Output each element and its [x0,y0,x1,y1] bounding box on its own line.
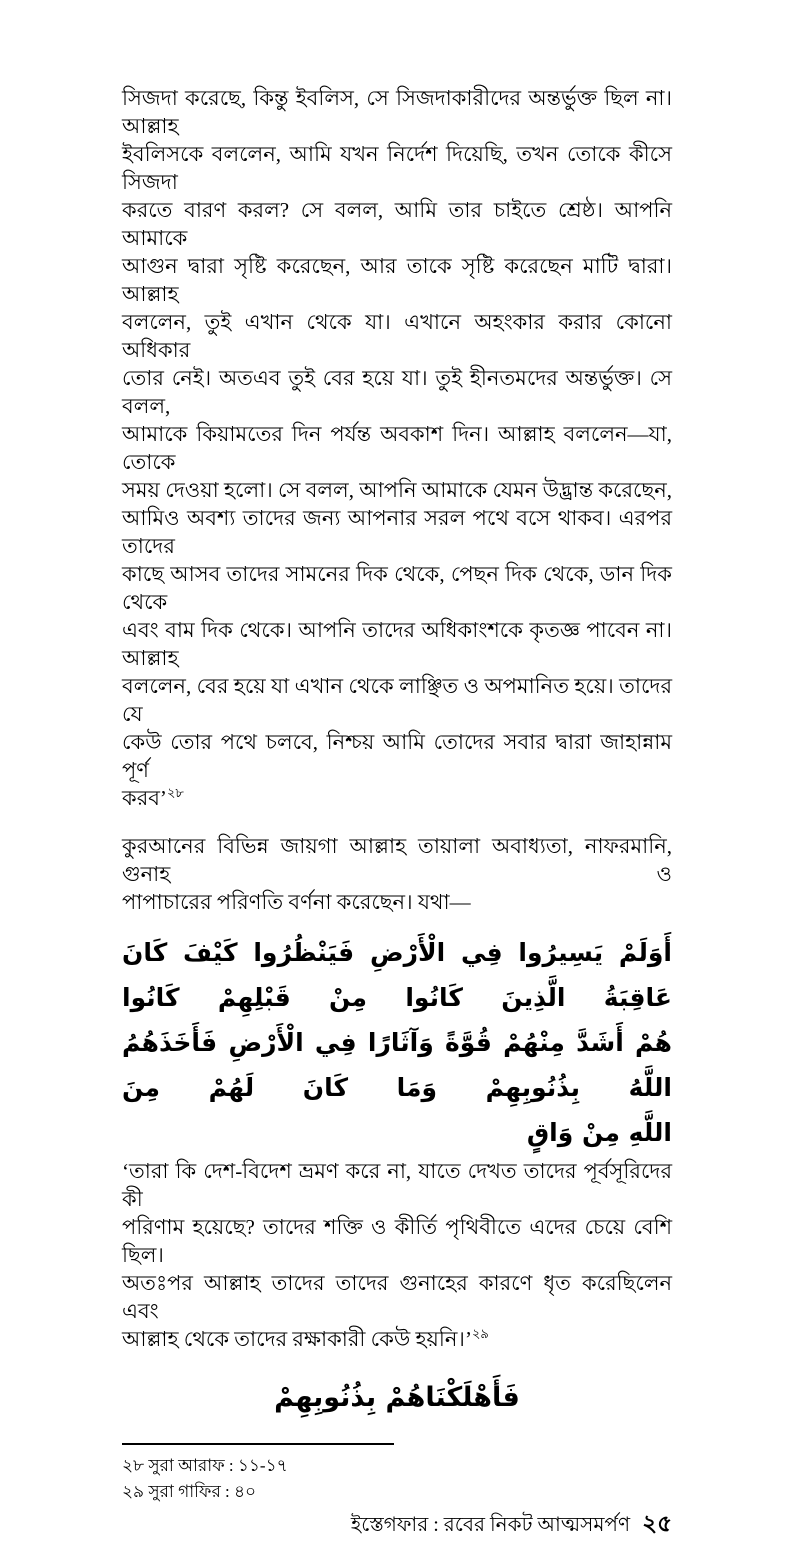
footnote-2: ২৯ সুরা গাফির : ৪০ [122,1482,257,1501]
arabic-verse-block [122,930,672,1155]
arabic-verse-lines [122,930,672,1110]
text-line: هُمْ أَشَدَّ مِنْهُمْ قُوَّةً وَآثَارًا فِي الْأَرْضِ فَأَخَذَهُمُ اللَّهُ بِذُنُوبِهِمْ وَمَا كَانَ لَهُمْ مِنَ [122,1028,672,1102]
intro-paragraph-last-line: পাপাচারের পরিণতি বর্ণনা করেছেন। যথা— [122,890,471,914]
text-line: ‘তারা কি দেশ-বিদেশ ভ্রমণ করে না, যাতে দেখত তাদের পূর্বসূরিদের কী [122,1159,672,1211]
text-line: আমাকে কিয়ামতের দিন পর্যন্ত অবকাশ দিন। আল্লাহ বললেন—যা, তোকে [122,422,672,474]
text-line: অতঃপর আল্লাহ তাদের তাদের গুনাহের কারণে ধৃত করেছিলেন এবং [122,1271,672,1323]
translation-lines [122,1157,672,1325]
text-line: আমিও অবশ্য তাদের জন্য আপনার সরল পথে বসে থাকব। এরপর তাদের [122,506,672,558]
paragraph-1-last-line-text: করব’ [122,786,167,810]
footnote-ref-28: ২৮ [166,785,184,800]
footnote-divider [122,1443,394,1445]
text-line: আগুন দ্বারা সৃষ্টি করেছেন, আর তাকে সৃষ্টি করেছেন মাটি দ্বারা। আল্লাহ [122,254,672,306]
footnotes [122,1453,672,1505]
translation-block [122,1157,672,1353]
text-line: ইবলিসকে বললেন, আমি যখন নির্দেশ দিয়েছি, তখন তোকে কীসে সিজদা [122,142,672,194]
paragraph-1 [122,84,672,812]
arabic-verse-last-line: اللَّهِ مِنْ وَاقٍ [526,1118,672,1147]
translation-last-line-text: আল্লাহ থেকে তাদের রক্ষাকারী কেউ হয়নি।’ [122,1327,472,1351]
footer-title: ইস্তেগফার : রবের নিকট আত্মসমর্পণ [350,1514,631,1536]
text-line: কেউ তোর পথে চলবে, নিশ্চয় আমি তোদের সবার দ্বারা জাহান্নাম পূর্ণ [122,730,672,782]
arabic-quote-line: فَأَهْلَكْنَاهُمْ بِذُنُوبِهِمْ [274,1382,520,1413]
text-line: বললেন, তুই এখান থেকে যা। এখানে অহংকার করার কোনো অধিকার [122,310,672,362]
text-line: করতে বারণ করল? সে বলল, আমি তার চাইতে শ্রেষ্ঠ। আপনি আমাকে [122,198,672,250]
text-line: বললেন, বের হয়ে যা এখান থেকে লাঞ্ছিত ও অপমানিত হয়ে। তাদের যে [122,674,672,726]
text-line: কুরআনের বিভিন্ন জায়গা আল্লাহ তায়ালা অবাধ্যতা, নাফরমানি, গুনাহ ও [122,834,672,886]
intro-paragraph-lines [122,832,672,888]
intro-paragraph [122,832,672,916]
footnote-1: ২৮ সুরা আরাফ : ১১-১৭ [122,1456,288,1475]
text-line: তোর নেই। অতএব তুই বের হয়ে যা। তুই হীনতমদের অন্তর্ভুক্ত। সে বলল, [122,366,672,418]
text-line: সময় দেওয়া হলো। সে বলল, আপনি আমাকে যেমন উদ্ভ্রান্ত করেছেন, [122,478,672,502]
paragraph-1-lines [122,84,672,784]
footnote-ref-29: ২৯ [471,1326,489,1341]
footer-page-number: ২৫ [642,1511,672,1536]
page-footer [122,1505,672,1544]
text-line: এবং বাম দিক থেকে। আপনি তাদের অধিকাংশকে কৃতজ্ঞ পাবেন না। আল্লাহ [122,618,672,670]
text-line: أَوَلَمْ يَسِيرُوا فِي الْأَرْضِ فَيَنْظُرُوا كَيْفَ كَانَ عَاقِبَةُ الَّذِينَ كَانُوا مِنْ قَبْلِهِمْ كَانُوا [122,938,672,1012]
text-line: পরিণাম হয়েছে? তাদের শক্তি ও কীর্তি পৃথিবীতে এদের চেয়ে বেশি ছিল। [122,1215,672,1267]
text-line: কাছে আসব তাদের সামনের দিক থেকে, পেছন দিক থেকে, ডান দিক থেকে [122,562,672,614]
paragraph-1-last-line [122,784,672,812]
text-line: সিজদা করেছে, কিন্তু ইবলিস, সে সিজদাকারীদের অন্তর্ভুক্ত ছিল না। আল্লাহ [122,86,672,138]
translation-last-line [122,1325,672,1353]
